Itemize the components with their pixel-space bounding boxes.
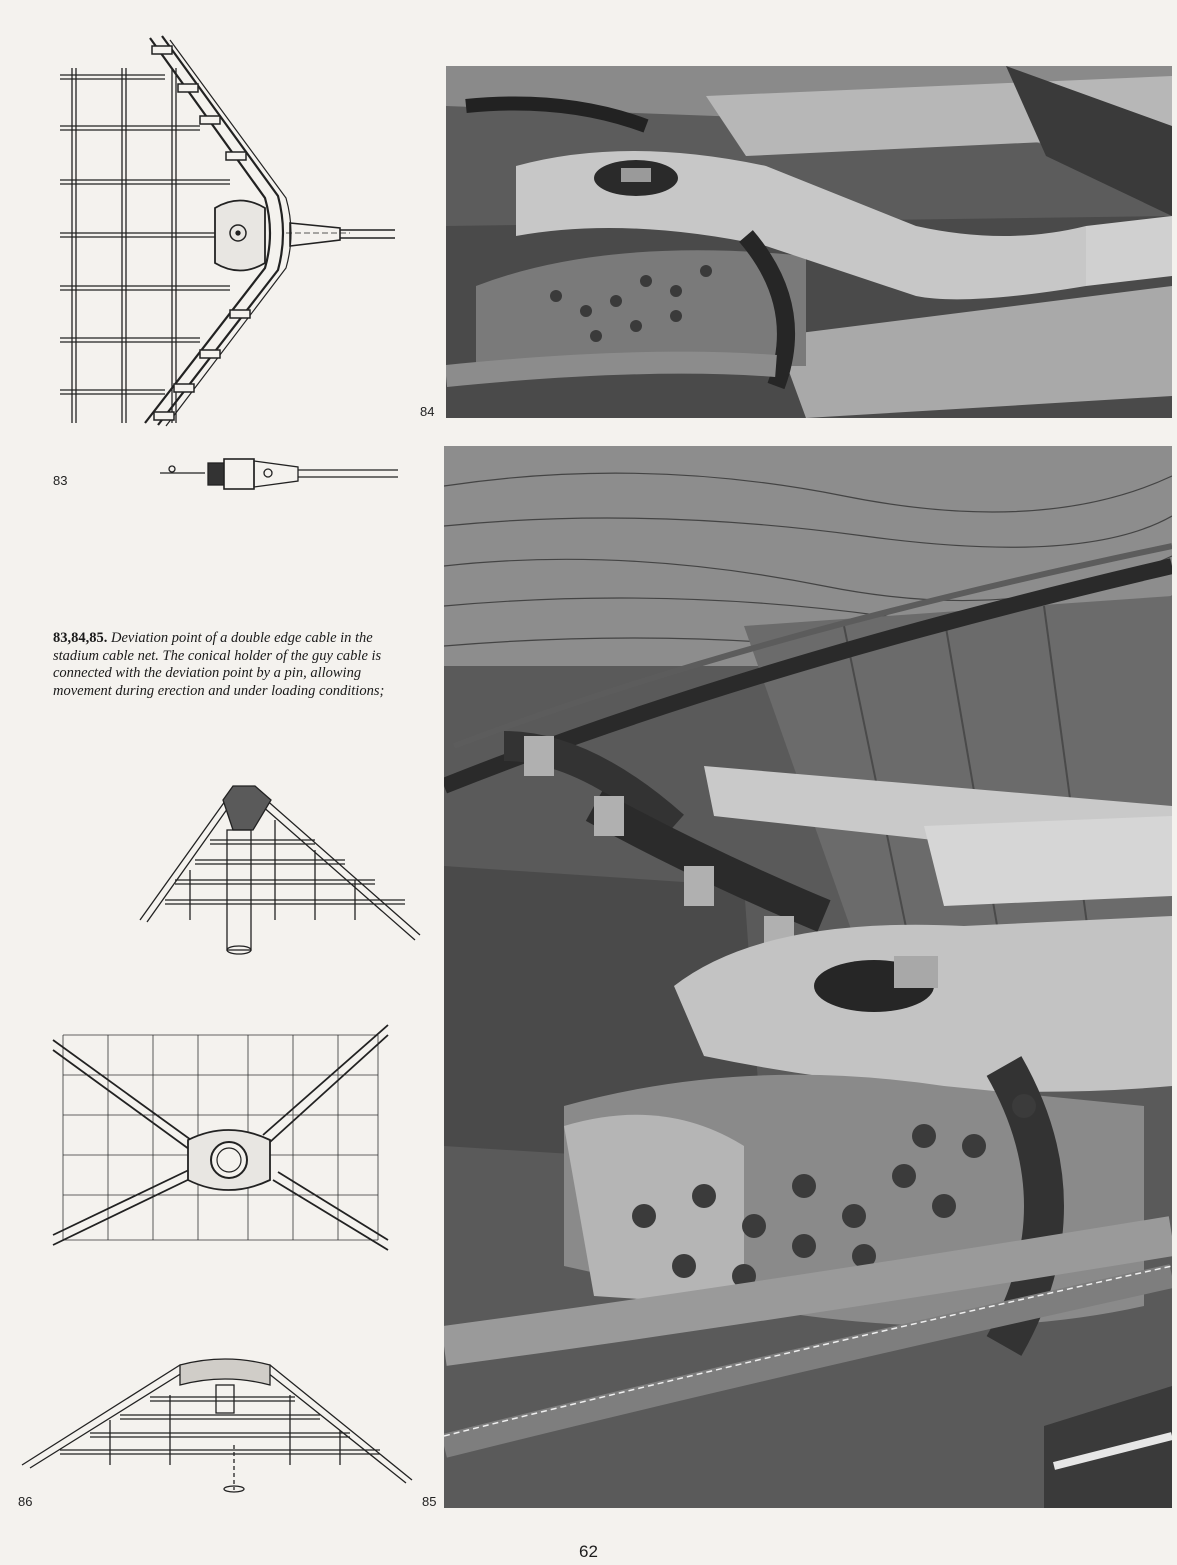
figure-84-number: 84 — [420, 404, 435, 419]
figure-caption — [53, 630, 413, 700]
figure-84-photo — [446, 66, 1172, 418]
figure-85-photo — [444, 446, 1172, 1508]
figure-83-plan-drawing — [50, 28, 410, 428]
page-number: 62 — [579, 1542, 598, 1561]
figure-86-plan-drawing — [48, 1020, 393, 1255]
figure-83-section-drawing — [150, 455, 410, 495]
figure-85-number: 85 — [422, 1494, 437, 1509]
figure-83-number: 83 — [53, 473, 68, 488]
caption-text: Deviation point of a double edge cable in the stadium cable net. The conical holder of the guy cable is connected with the deviation point by a pin, allowing movement during erection and under loading conditions; — [53, 630, 385, 699]
figure-86-number: 86 — [18, 1494, 33, 1509]
figure-section-drawing-upper — [135, 780, 425, 955]
caption-figure-ids: 83,84,85. — [53, 630, 108, 646]
figure-section-drawing-lower — [20, 1355, 415, 1495]
